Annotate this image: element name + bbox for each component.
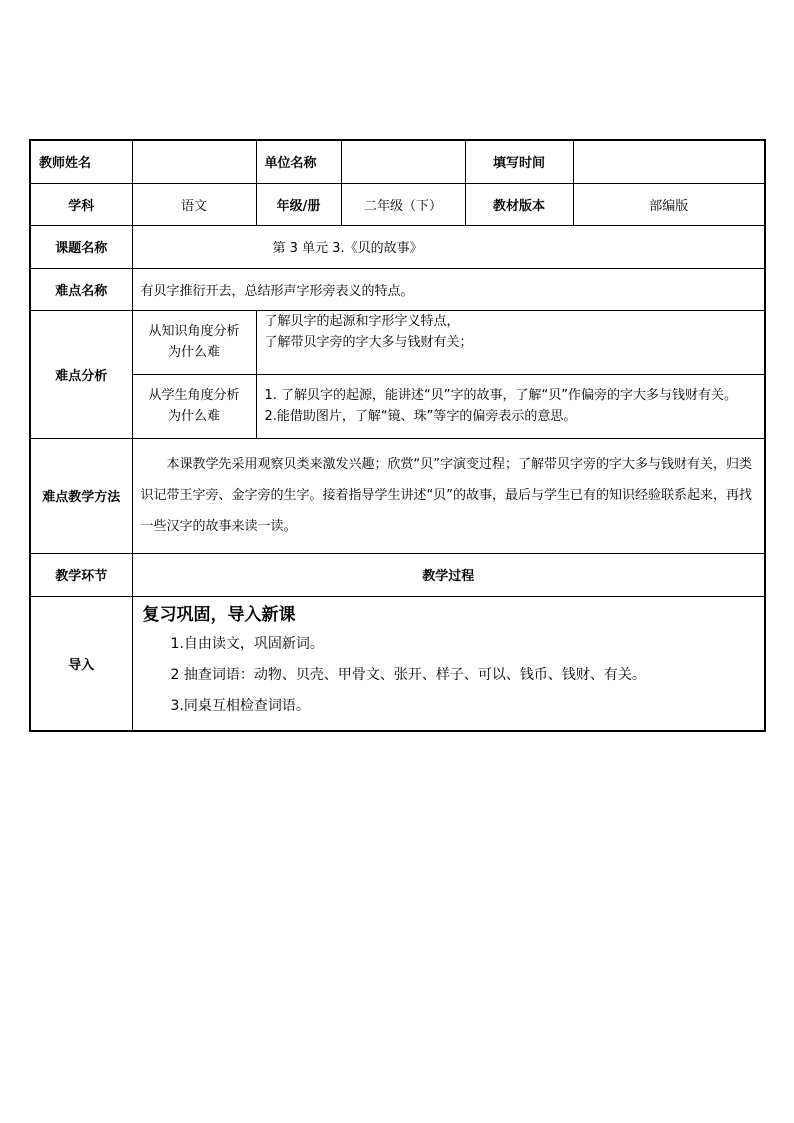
intro-item-2: 2 抽查词语：动物、贝壳、甲骨文、张开、样子、可以、钱币、钱财、有关。: [170, 666, 646, 683]
subject-row: [30, 183, 765, 225]
analysis-label: 难点分析: [30, 310, 132, 438]
student-angle-label-line-2: 为什么难: [167, 409, 220, 424]
student-text-line-1: 1. 了解贝字的起源，能讲述“贝”字的故事，了解“贝”作偏旁的字大多与钱财有关。: [264, 388, 737, 403]
edition-value: 部编版: [573, 183, 765, 225]
intro-content: [132, 596, 765, 731]
topic-label: 课题名称: [30, 225, 132, 268]
student-angle-text: [256, 374, 765, 438]
difficulty-value: 有贝字推衍开去，总结形声字形旁表义的特点。: [132, 268, 765, 310]
knowledge-text-line-1: 了解贝字的起源和字形字义特点，: [264, 313, 460, 329]
knowledge-angle-label-line-1: 从知识角度分析: [148, 324, 240, 339]
intro-title: 复习巩固，导入新课: [142, 604, 296, 625]
difficulty-row: [30, 268, 765, 310]
fill-date-label: 填写时间: [465, 140, 573, 183]
intro-item-3: 3.同桌互相检查词语。: [170, 697, 310, 714]
student-angle-label-line-1: 从学生角度分析: [148, 388, 240, 403]
difficulty-label: 难点名称: [30, 268, 132, 310]
subject-label: 学科: [30, 183, 132, 225]
grade-value: 二年级（下）: [341, 183, 465, 225]
intro-label: 导入: [30, 596, 132, 731]
teaching-stage-label: 教学环节: [30, 553, 132, 596]
analysis-row-knowledge: [30, 310, 765, 374]
fill-date-value: [573, 140, 765, 183]
header-row: [30, 140, 765, 183]
knowledge-angle-text: [256, 310, 765, 374]
knowledge-text-line-2: 了解带贝字旁的字大多与钱财有关；: [264, 334, 473, 350]
method-row: [30, 438, 765, 553]
lesson-plan-table: [29, 139, 766, 732]
intro-row: [30, 596, 765, 731]
unit-name-value: [341, 140, 465, 183]
edition-label: 教材版本: [465, 183, 573, 225]
method-label: 难点教学方法: [30, 438, 132, 553]
student-angle-label: [132, 374, 256, 438]
intro-item-1: 1.自由读文，巩固新词。: [170, 635, 324, 652]
teacher-name-value: [132, 140, 256, 183]
teacher-name-label: 教师姓名: [30, 140, 132, 183]
unit-name-label: 单位名称: [256, 140, 341, 183]
method-text: 本课教学先采用观察贝类来激发兴趣；欣赏“贝”字演变过程；了解带贝字旁的字大多与钱财有关，归类识记带王字旁、金字旁的生字。接着指导学生讲述“贝”的故事，最后与学生已有的知识经验联系起来，再找一些汉字的故事来读一读。: [132, 438, 765, 553]
grade-label: 年级/册: [256, 183, 341, 225]
knowledge-angle-label-line-2: 为什么难: [167, 345, 220, 360]
topic-row: [30, 225, 765, 268]
student-text-line-2: 2.能借助图片，了解“镜、珠”等字的偏旁表示的意思。: [264, 409, 577, 424]
subject-value: 语文: [132, 183, 256, 225]
teaching-process-label: 教学过程: [132, 553, 765, 596]
process-header-row: [30, 553, 765, 596]
knowledge-angle-label: [132, 310, 256, 374]
analysis-row-student: [30, 374, 765, 438]
topic-value: 第 3 单元 3.《贝的故事》: [132, 225, 765, 268]
